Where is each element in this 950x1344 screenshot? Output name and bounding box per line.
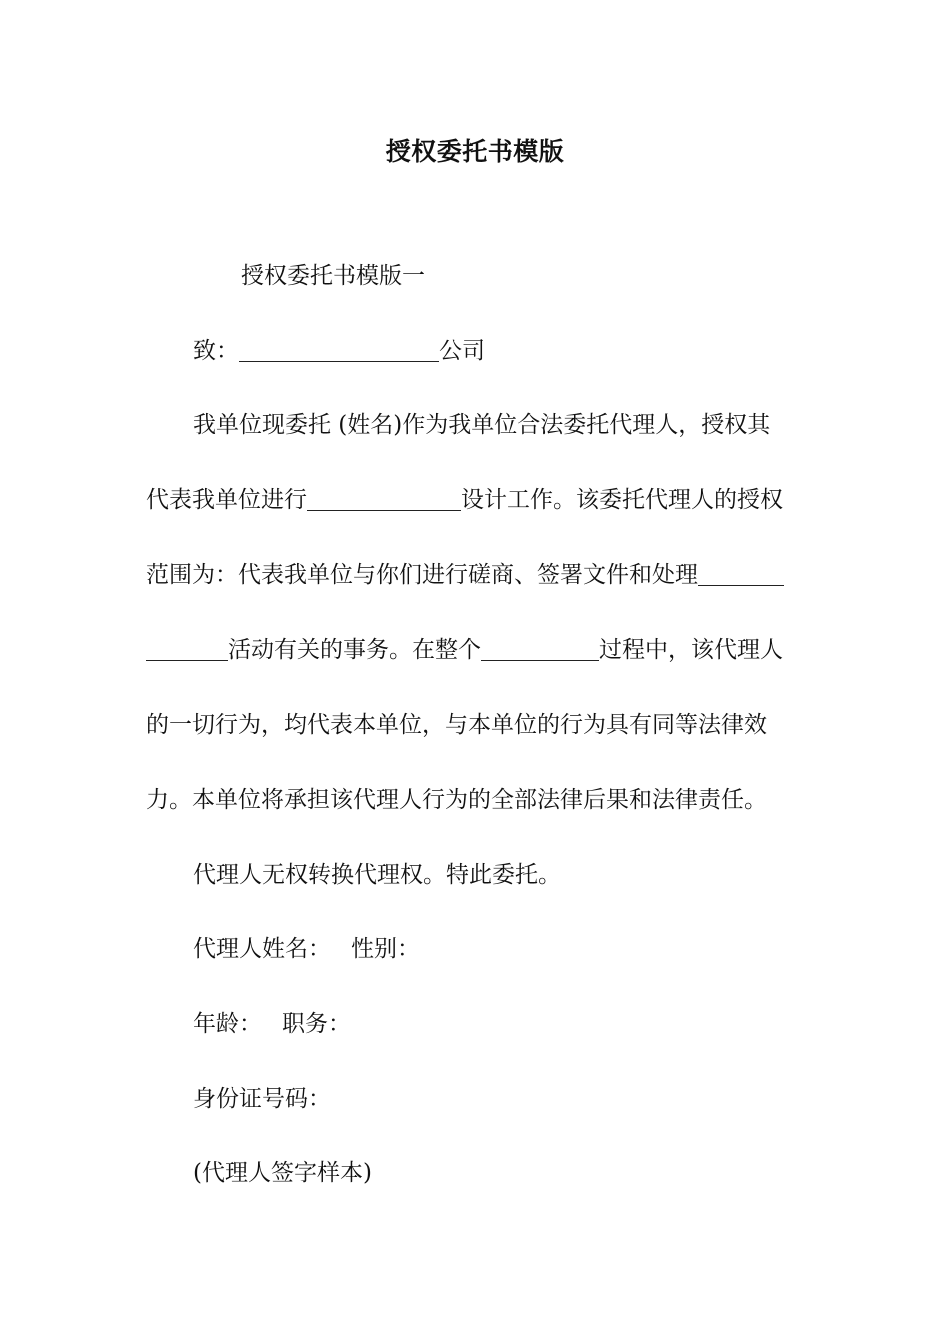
- document-subtitle: 授权委托书模版一: [241, 263, 425, 289]
- paragraph-text: 过程中，该代理人: [599, 637, 783, 663]
- paragraph-line: [146, 557, 826, 593]
- paragraph-line: 我单位现委托 (姓名)作为我单位合法委托代理人，授权其: [193, 412, 771, 438]
- paragraph-text: 设计工作。该委托代理人的授权: [461, 487, 783, 513]
- position-label: 职务：: [282, 1011, 351, 1037]
- paragraph-text: 范围为：代表我单位与你们进行磋商、签署文件和处理: [146, 562, 698, 588]
- paragraph-line: 代理人无权转换代理权。特此委托。: [193, 862, 561, 888]
- agent-name-label: 代理人姓名：: [193, 936, 331, 962]
- document-title: 授权委托书模版: [385, 137, 565, 166]
- paragraph-text: 代表我单位进行: [146, 487, 307, 513]
- gender-label: 性别：: [351, 936, 420, 962]
- process-blank: [481, 635, 599, 661]
- agent-info-line: [193, 1006, 873, 1042]
- company-blank: [239, 336, 439, 362]
- paragraph-line: [146, 632, 826, 668]
- signature-sample-label: (代理人签字样本): [193, 1160, 372, 1186]
- addressee-prefix: 致：: [193, 338, 239, 364]
- age-label: 年龄：: [193, 1011, 262, 1037]
- work-blank: [307, 485, 461, 511]
- paragraph-line: 力。本单位将承担该代理人行为的全部法律后果和法律责任。: [146, 787, 767, 813]
- id-number-label: 身份证号码：: [193, 1086, 331, 1112]
- addressee-line: [193, 333, 873, 369]
- paragraph-line: [146, 482, 826, 518]
- paragraph-line: 的一切行为，均代表本单位，与本单位的行为具有同等法律效: [146, 712, 767, 738]
- matter-blank-continued: [146, 635, 228, 661]
- agent-info-line: [193, 931, 873, 967]
- addressee-suffix: 公司: [439, 338, 485, 364]
- paragraph-text: 活动有关的事务。在整个: [228, 637, 481, 663]
- matter-blank: [698, 560, 784, 586]
